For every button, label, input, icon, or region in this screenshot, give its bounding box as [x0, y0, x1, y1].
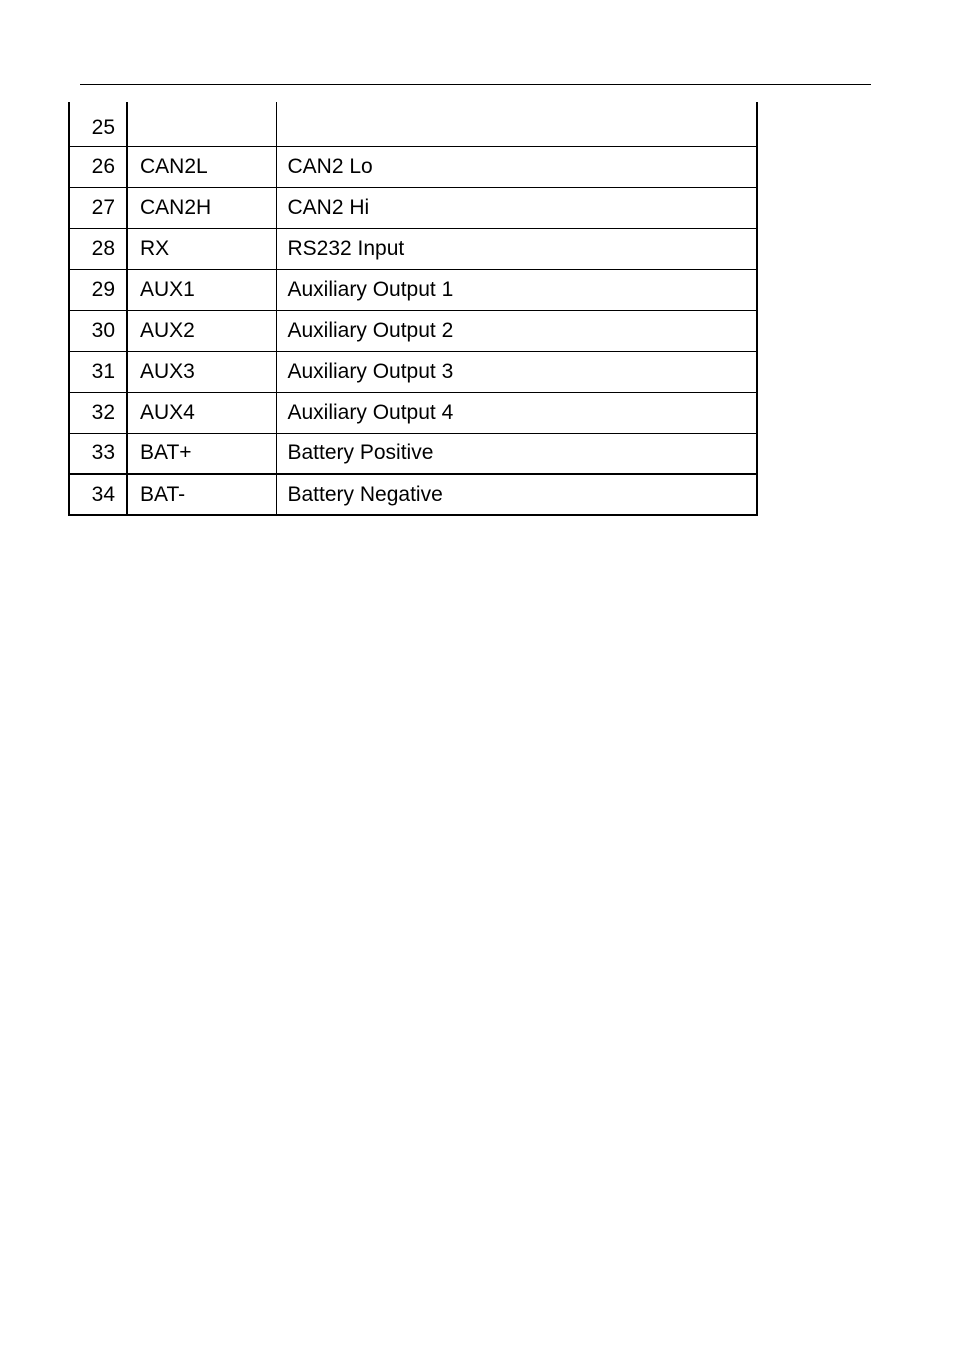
pin-number: 28: [69, 228, 127, 269]
signal-name: RX: [127, 228, 276, 269]
table-row: [69, 102, 757, 146]
pin-description: Battery Positive: [276, 433, 757, 474]
table-row: [69, 310, 757, 351]
header-rule: [80, 84, 871, 85]
table-row: [69, 351, 757, 392]
pin-description: RS232 Input: [276, 228, 757, 269]
pin-number: 31: [69, 351, 127, 392]
signal-name: AUX3: [127, 351, 276, 392]
table-row: [69, 392, 757, 433]
pin-number: 26: [69, 146, 127, 187]
pin-number: 30: [69, 310, 127, 351]
pin-number: 34: [69, 474, 127, 515]
signal-name: AUX1: [127, 269, 276, 310]
signal-name: CAN2H: [127, 187, 276, 228]
signal-name: AUX2: [127, 310, 276, 351]
pin-description: Auxiliary Output 3: [276, 351, 757, 392]
pin-description: Battery Negative: [276, 474, 757, 515]
pin-number: 33: [69, 433, 127, 474]
signal-name: AUX4: [127, 392, 276, 433]
pin-table: [68, 102, 758, 516]
signal-name: CAN2L: [127, 146, 276, 187]
pin-description: [276, 102, 757, 146]
table-row: [69, 228, 757, 269]
pin-description: Auxiliary Output 4: [276, 392, 757, 433]
pin-number: 32: [69, 392, 127, 433]
table-row: [69, 146, 757, 187]
table-row: [69, 269, 757, 310]
table-row: [69, 433, 757, 474]
pin-description: CAN2 Lo: [276, 146, 757, 187]
pin-description: Auxiliary Output 1: [276, 269, 757, 310]
pin-number: 29: [69, 269, 127, 310]
pin-description: Auxiliary Output 2: [276, 310, 757, 351]
pin-description: CAN2 Hi: [276, 187, 757, 228]
pin-number: 27: [69, 187, 127, 228]
signal-name: [127, 102, 276, 146]
table-row: [69, 474, 757, 515]
table-row: [69, 187, 757, 228]
pin-number: 25: [69, 102, 127, 146]
signal-name: BAT+: [127, 433, 276, 474]
signal-name: BAT-: [127, 474, 276, 515]
